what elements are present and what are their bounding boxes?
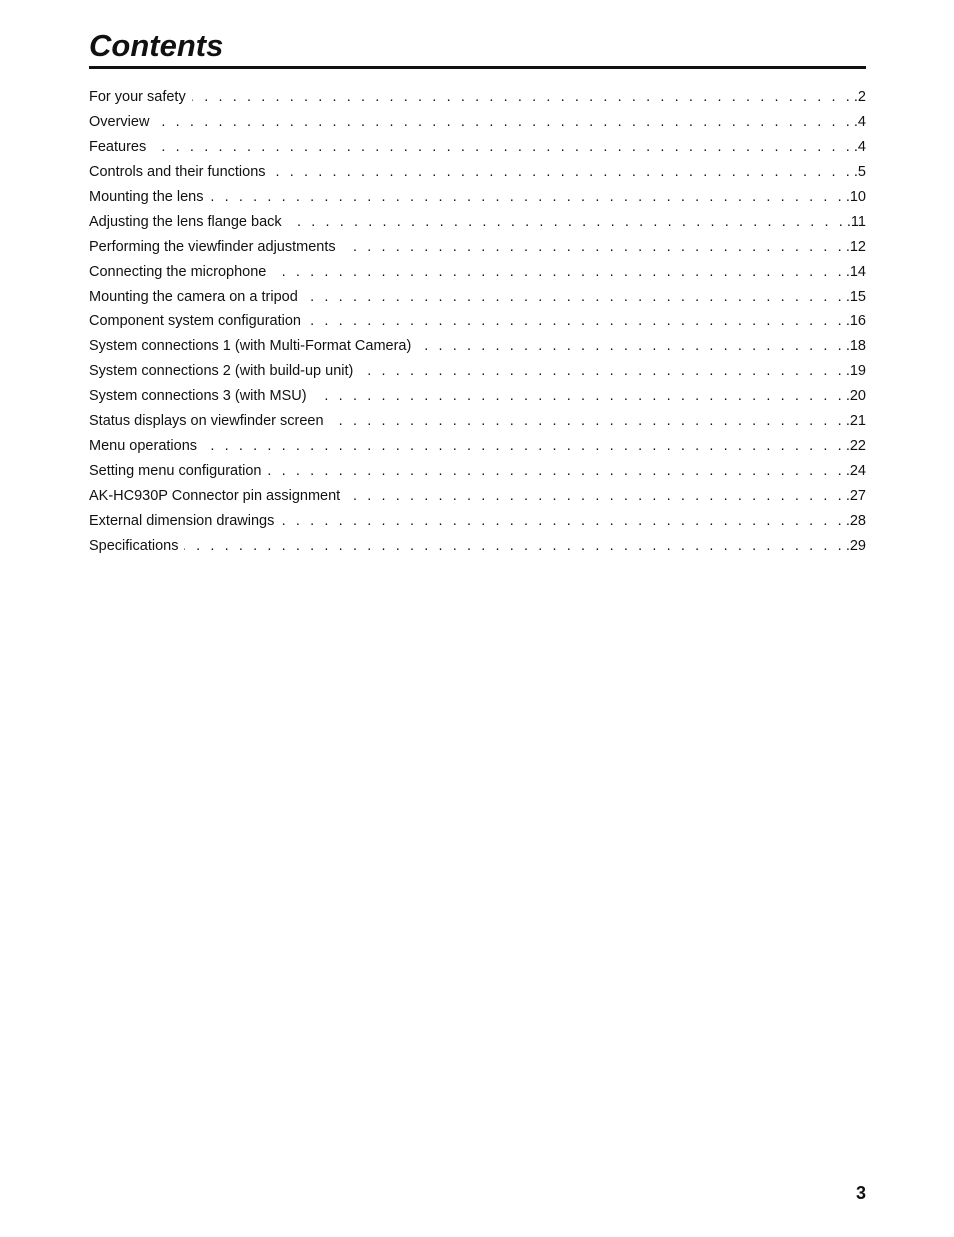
toc-entry-label: Menu operations: [89, 438, 198, 455]
toc-entry-page: .15: [845, 288, 866, 305]
toc-entry-setting-menu[interactable]: [89, 460, 866, 485]
toc-entry-page: .27: [845, 488, 866, 504]
dot-leader: [359, 360, 844, 382]
toc-entry-microphone[interactable]: [89, 261, 866, 286]
toc-entry-page: .5: [853, 163, 866, 180]
toc-entry-page: .22: [845, 438, 866, 455]
toc-entry-menu-operations[interactable]: [89, 435, 866, 460]
toc-entry-label: Controls and their functions: [89, 163, 266, 180]
toc-entry-label: Setting menu configuration: [89, 463, 262, 480]
dot-leader: [209, 186, 844, 208]
toc-entry-label: Status displays on viewfinder screen: [89, 413, 324, 430]
dot-leader: [280, 510, 844, 532]
toc-entry-page: .16: [845, 313, 866, 330]
toc-entry-page: .10: [845, 188, 866, 205]
dot-leader: [272, 161, 853, 183]
toc-entry-page: .20: [845, 388, 866, 405]
toc-entry-label: External dimension drawings: [89, 512, 275, 529]
dot-leader: [288, 211, 846, 233]
toc-entry-flange-back[interactable]: [89, 211, 866, 236]
dot-leader: [192, 86, 853, 108]
toc-entry-page: .24: [845, 463, 866, 480]
toc-entry-tripod[interactable]: [89, 286, 866, 311]
toc-entry-page: .29: [845, 537, 866, 554]
toc-entry-page: .2: [853, 89, 866, 105]
toc-entry-features[interactable]: [89, 136, 866, 161]
toc-entry-specifications[interactable]: [89, 535, 866, 560]
toc-entry-label: Performing the viewfinder adjustments: [89, 238, 336, 255]
toc-entry-page: .19: [845, 363, 866, 380]
toc-entry-system-connections-2[interactable]: [89, 360, 866, 385]
toc-entry-page: .11: [846, 213, 866, 230]
dot-leader: [330, 410, 845, 432]
toc-entry-controls[interactable]: [89, 161, 866, 186]
dot-leader: [184, 535, 844, 557]
toc-entry-for-your-safety[interactable]: [89, 86, 866, 111]
toc-entry-label: Mounting the camera on a tripod: [89, 288, 298, 305]
dot-leader: [155, 111, 852, 133]
toc-entry-label: Specifications: [89, 537, 179, 554]
toc-entry-page: .14: [845, 263, 866, 280]
title-divider: [89, 66, 866, 69]
toc-entry-label: System connections 1 (with Multi-Format Camera): [89, 338, 412, 355]
toc-entry-page: .4: [853, 138, 866, 155]
toc-entry-label: Overview: [89, 113, 150, 130]
toc-entry-label: For your safety: [89, 89, 186, 105]
dot-leader: [342, 236, 845, 258]
toc-entry-label: AK-HC930P Connector pin assignment: [89, 488, 341, 504]
dot-leader: [152, 136, 853, 158]
toc-entry-label: Connecting the microphone: [89, 263, 267, 280]
toc-entry-status-displays[interactable]: [89, 410, 866, 435]
dot-leader: [272, 261, 844, 283]
toc-entry-page: .12: [845, 238, 866, 255]
toc-entry-label: Features: [89, 138, 147, 155]
page-number: 3: [855, 1183, 866, 1203]
dot-leader: [417, 335, 845, 357]
table-of-contents: [89, 86, 866, 560]
dot-leader: [346, 485, 845, 507]
toc-entry-page: .21: [845, 413, 866, 430]
toc-entry-overview[interactable]: [89, 111, 866, 136]
toc-entry-dimension-drawings[interactable]: [89, 510, 866, 535]
toc-entry-connector-pins[interactable]: [89, 485, 866, 510]
dot-leader: [268, 460, 845, 482]
document-page: [89, 0, 866, 1237]
toc-entry-page: .28: [845, 512, 866, 529]
dot-leader: [307, 310, 845, 332]
dot-leader: [313, 385, 845, 407]
toc-entry-label: Adjusting the lens flange back: [89, 213, 282, 230]
toc-entry-page: .18: [845, 338, 866, 355]
toc-entry-system-connections-3[interactable]: [89, 385, 866, 410]
toc-entry-label: Component system configuration: [89, 313, 301, 330]
toc-entry-page: .4: [853, 113, 866, 130]
toc-entry-label: System connections 2 (with build-up unit): [89, 363, 354, 380]
toc-entry-label: Mounting the lens: [89, 188, 204, 205]
toc-entry-viewfinder-adjustments[interactable]: [89, 236, 866, 261]
dot-leader: [304, 286, 845, 308]
dot-leader: [203, 435, 845, 457]
toc-entry-label: System connections 3 (with MSU): [89, 388, 307, 405]
toc-entry-mounting-lens[interactable]: [89, 186, 866, 211]
toc-entry-component-system[interactable]: [89, 310, 866, 335]
page-title: Contents: [89, 28, 224, 63]
toc-entry-system-connections-1[interactable]: [89, 335, 866, 360]
